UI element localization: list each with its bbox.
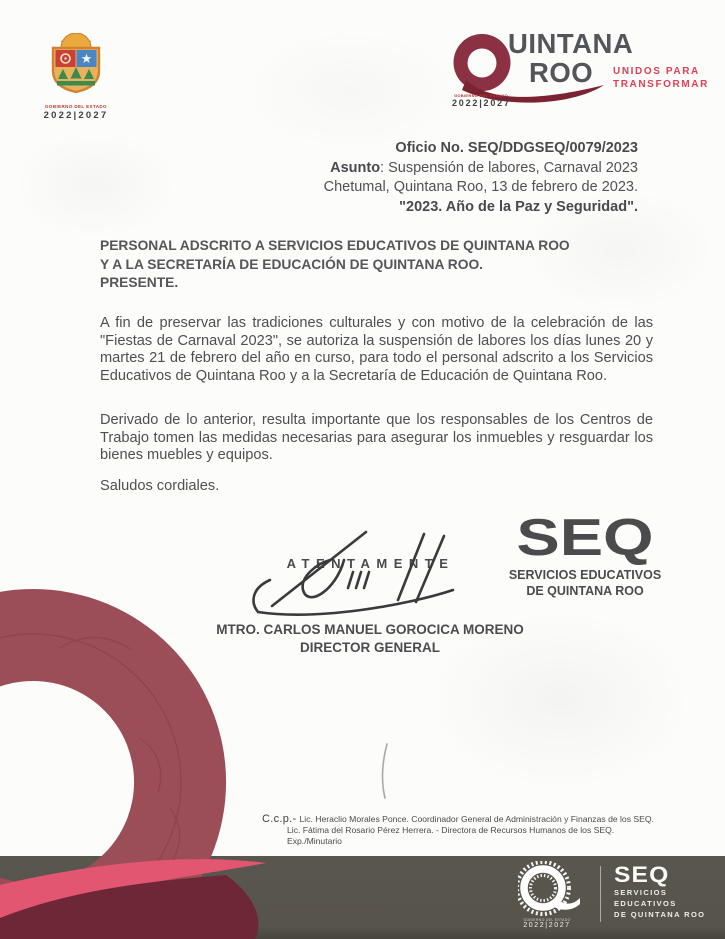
letter-header <box>324 139 638 217</box>
recipient-line3: PRESENTE. <box>100 275 179 291</box>
brand-period-label: 2022|2027 <box>452 98 511 108</box>
footer-seq-acronym: SEQ <box>614 862 670 887</box>
ccp-recipient-2: Lic. Fátima del Rosario Pérez Herrera. - Directora de Recursos Humanos de los SEQ. <box>287 824 615 835</box>
oficio-number: Oficio No. SEQ/DDGSEQ/0079/2023 <box>395 140 638 156</box>
recipient-line1: PERSONAL ADSCRITO A SERVICIOS EDUCATIVOS DE QUINTANA ROO <box>100 238 570 253</box>
ornamental-q-icon <box>518 861 582 919</box>
signatory-title: DIRECTOR GENERAL <box>299 640 440 655</box>
year-motto: "2023. Año de la Paz y Seguridad". <box>399 198 638 215</box>
brand-tagline-line1: UNIDOS PARA <box>613 66 700 77</box>
closing-line: Saludos cordiales. <box>100 478 220 494</box>
footer-period-label: 2022|2027 <box>523 922 571 929</box>
seq-subline-2: DE QUINTANA ROO <box>526 584 644 598</box>
coat-of-arms-icon <box>38 33 114 97</box>
seq-wordmark <box>500 509 670 599</box>
seq-subline-1: SERVICIOS EDUCATIVOS <box>508 568 662 582</box>
footer-seq-line3: DE QUINTANA ROO <box>614 910 706 919</box>
recipient-line2: Y A LA SECRETARÍA DE EDUCACIÓN DE QUINTANA ROO. <box>100 256 484 272</box>
footer-seq-line2: EDUCATIVOS <box>614 899 677 908</box>
brand-tagline <box>613 65 709 91</box>
ccp-recipient-1: Lic. Heraclio Morales Ponce. Coordinador General de Administración y Finanzas de los SEQ. <box>299 814 654 824</box>
footer-seq-logo <box>516 860 716 934</box>
signatory-block <box>150 621 590 657</box>
atentamente-label: ATENTAMENTE <box>286 556 455 571</box>
ccp-recipient-3: Exp./Minutario <box>287 835 342 846</box>
asunto-text: : Suspensión de labores, Carnaval 2023 <box>380 159 638 176</box>
asunto-line <box>324 159 638 179</box>
body-paragraph-2: Derivado de lo anterior, resulta importante que los responsables de los Centros de Trabajo tomen las medidas necesarias para asegurar los inmuebles y resguardar los bienes muebles y equipos. <box>100 412 653 464</box>
signature <box>248 520 463 620</box>
seal-period-label: 2022|2027 <box>43 110 109 121</box>
recipient-block <box>100 237 570 293</box>
brand-gobierno-label: GOBIERNO DEL ESTADO <box>453 93 508 98</box>
brand-word-uintana: UINTANA <box>508 28 634 59</box>
footer-seq-line1: SERVICIOS <box>614 888 668 897</box>
body-paragraph-1: A fin de preservar las tradiciones culturales y con motivo de la celebración de las "Fiestas de Carnaval 2023", se autoriza la suspensión de labores los días lunes 20 y martes 21 de febrero del año en curso, para todo el personal adscrito a los Servicios Educativos de Quintana Roo y a la Secretaría de Educación de Quintana Roo. <box>100 315 653 384</box>
brand-word-roo: ROO <box>529 57 594 88</box>
state-coat-of-arms <box>38 33 114 121</box>
footer-gobierno-label: GOBIERNO DEL ESTADO <box>523 918 571 922</box>
asunto-label: Asunto <box>330 159 381 176</box>
quintana-roo-logo <box>452 30 720 112</box>
ccp-line1 <box>262 814 692 825</box>
ccp-prefix: C.c.p.- <box>262 813 297 825</box>
signatory-name: MTRO. CARLOS MANUEL GOROCICA MORENO <box>216 622 524 637</box>
scan-artifact <box>374 740 396 802</box>
brand-tagline-line2: TRANSFORMAR <box>613 79 709 90</box>
footer-seq-text <box>614 863 705 920</box>
seq-acronym: SEQ <box>516 509 654 567</box>
seal-gobierno-label: GOBIERNO DEL ESTADO <box>45 104 107 109</box>
place-date: Chetumal, Quintana Roo, 13 de febrero de 2023. <box>323 179 638 195</box>
footer-logo-divider <box>600 866 601 922</box>
ccp-block <box>262 814 692 846</box>
